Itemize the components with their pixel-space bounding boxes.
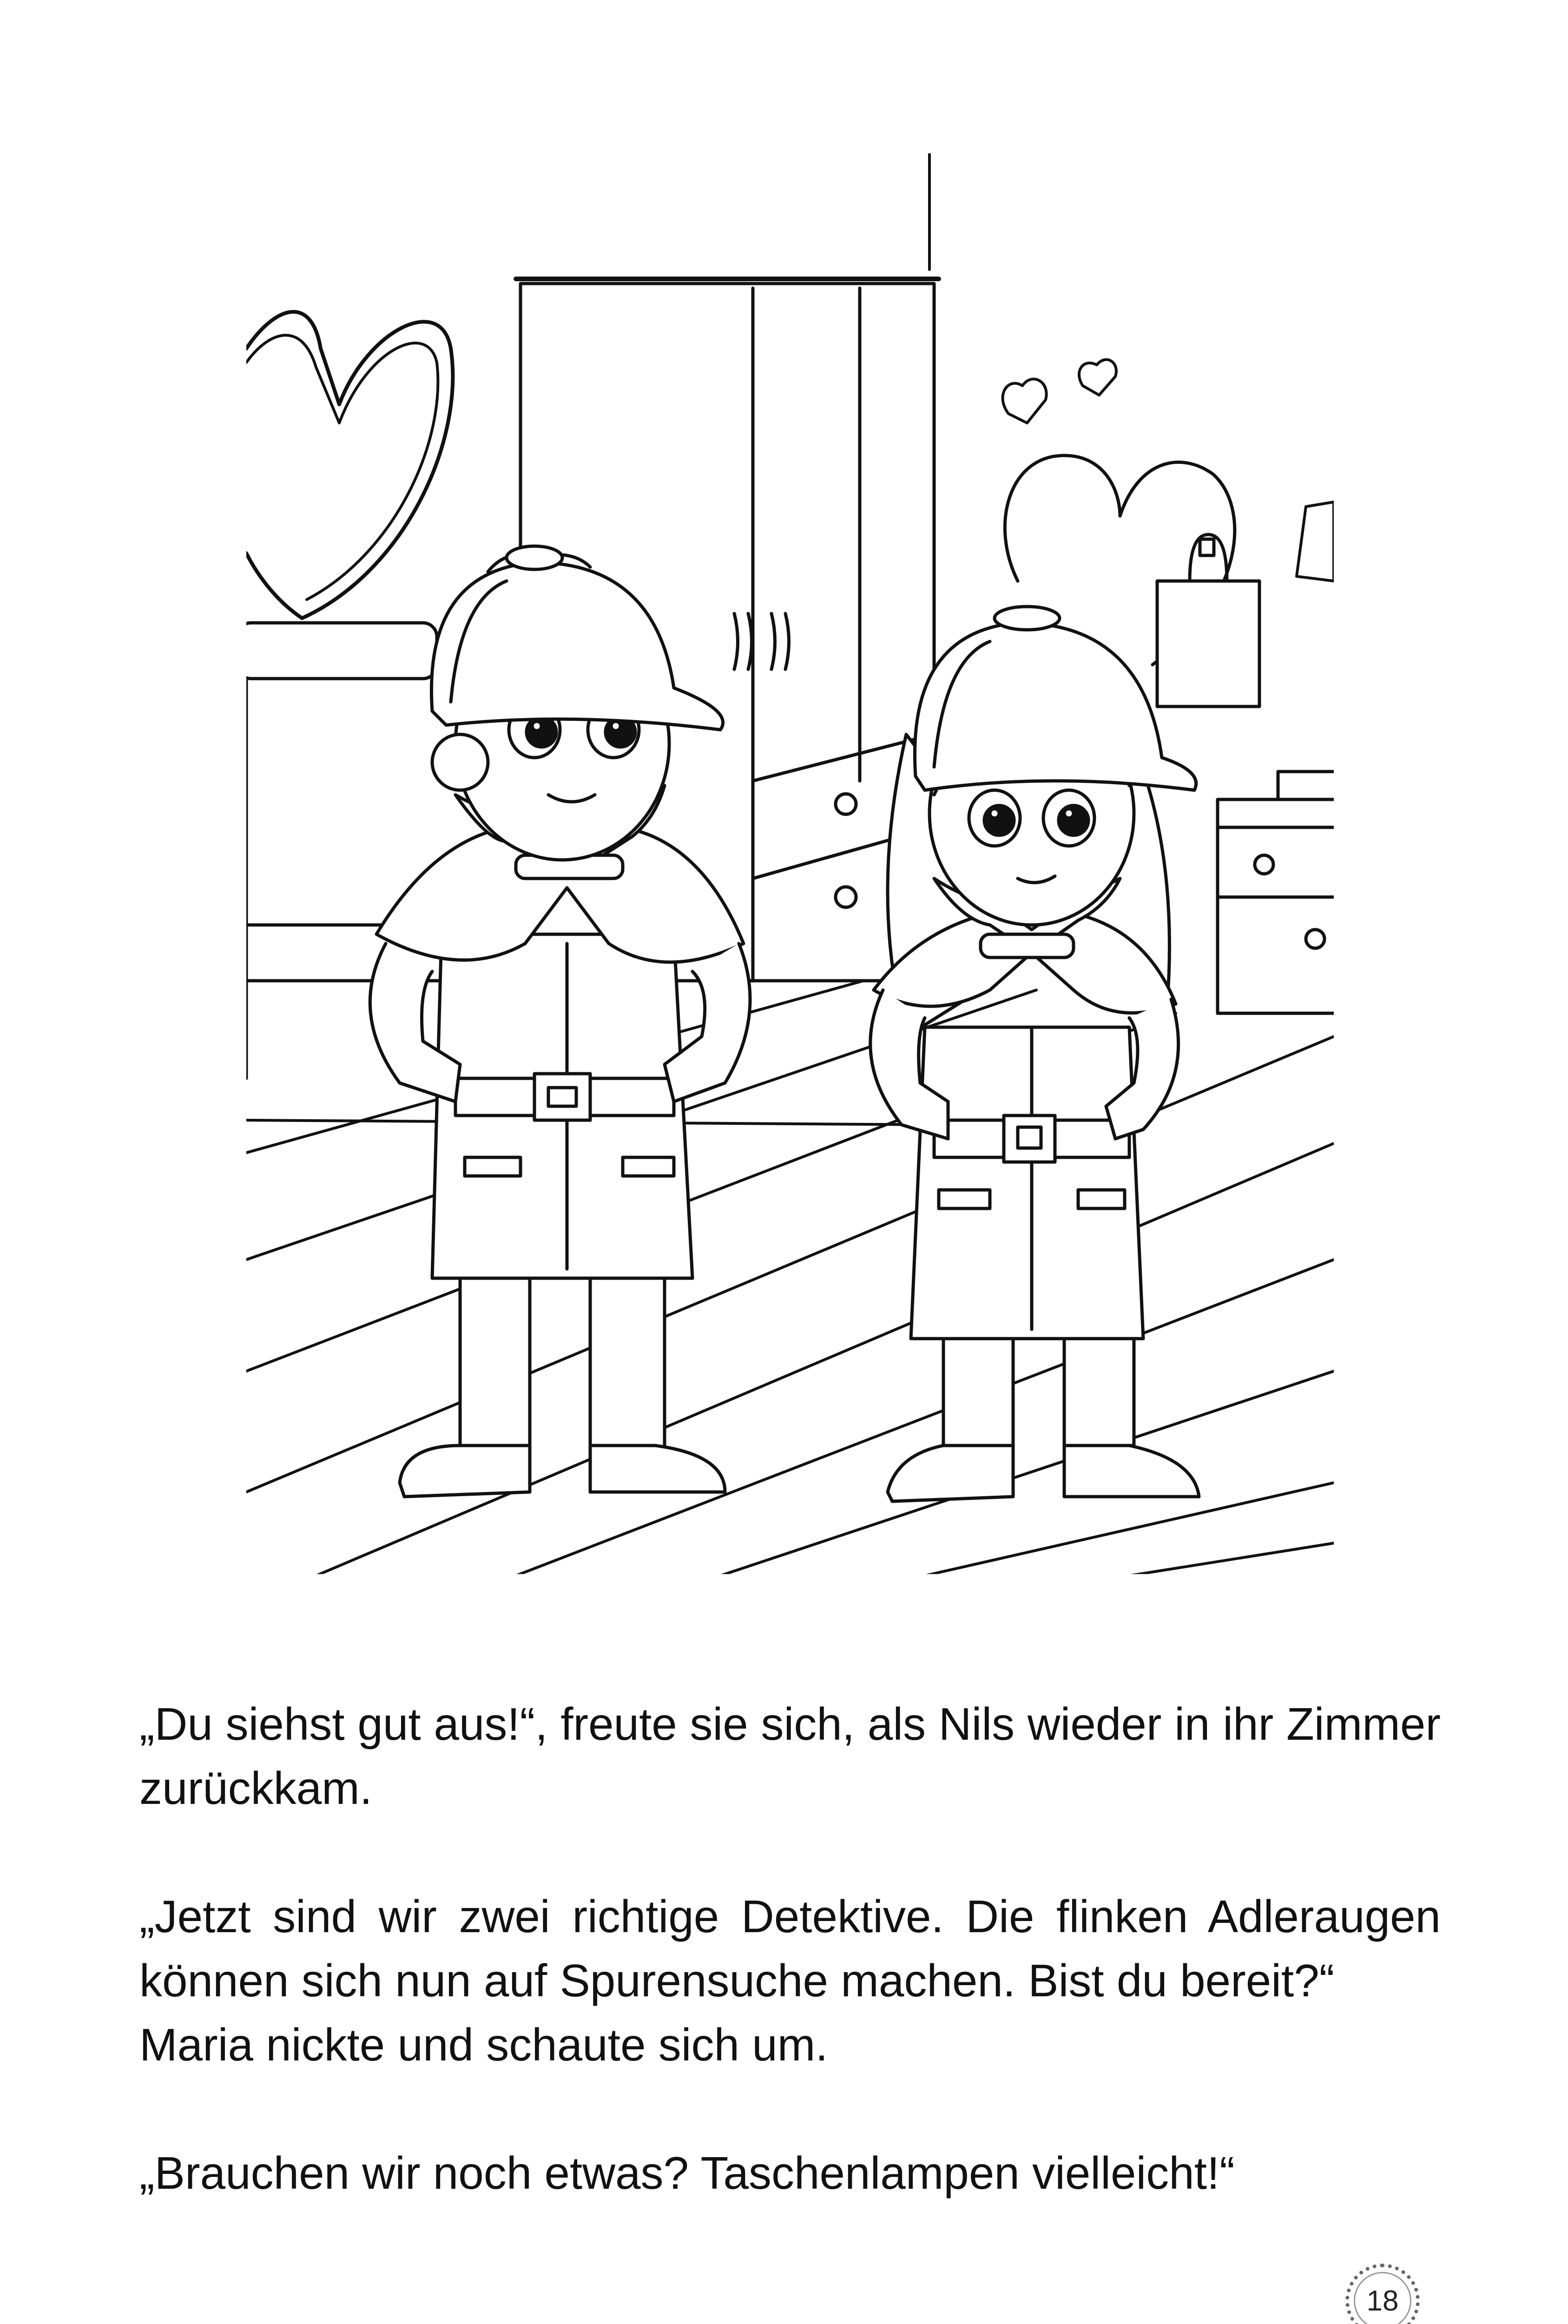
paragraph-1: „Du siehst gut aus!“, freute sie sich, als Nils wieder in ihr Zimmer zurückkam. [139,1698,1441,1814]
paragraph-4: „Brauchen wir noch etwas? Taschenlampen vielleicht!“ [139,2147,1235,2199]
small-heart-icon [1003,379,1047,423]
dresser-icon [1218,772,1334,1013]
paragraph-3: Maria nickte und schaute sich um. [139,2019,828,2070]
paragraph-2: „Jetzt sind wir zwei richtige Detektive. Die flinken Adleraugen können sich nun auf Spurensuche machen. Bist du bereit?“ [139,1891,1441,2006]
story-text [139,1692,1441,2205]
page-number: 18 [1366,2284,1399,2317]
page-number-badge [1345,2264,1420,2324]
detectives-illustration [246,153,1334,1576]
detectives-illustration-icon [246,153,1334,1576]
small-heart-icon-2 [1079,360,1116,395]
bag-icon [1157,535,1259,706]
girl-detective-icon [870,607,1199,1501]
